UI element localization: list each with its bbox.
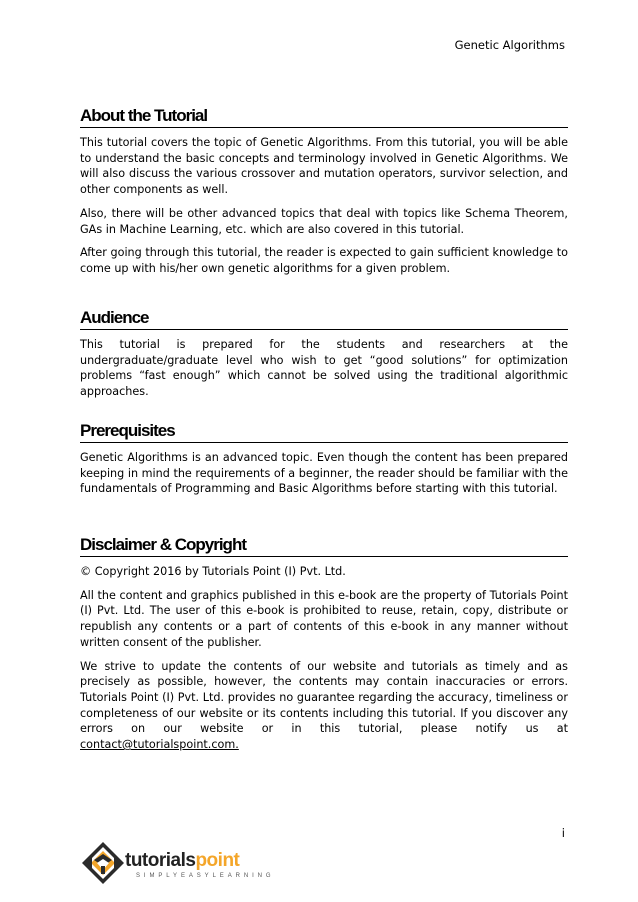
logo-emblem-icon [80,840,126,886]
paragraph: This tutorial covers the topic of Genetic Algorithms. From this tutorial, you will be able to understand the basic concepts and terminology involved in Genetic Algorithms. We will also discuss the various crossover and mutation operators, survivor selection, and other components as well. [80,136,568,197]
section-heading-prerequisites: Prerequisites [80,421,568,443]
paragraph: After going through this tutorial, the reader is expected to gain sufficient knowledge to come up with his/her own genetic algorithms for a given problem. [80,246,568,275]
logo-wordmark-part1: tutorials [125,850,196,871]
section-prerequisites [80,421,568,497]
paragraph: Also, there will be other advanced topics that deal with topics like Schema Theorem, GAs in Machine Learning, etc. which are also covered in this tutorial. [80,206,568,236]
paragraph: Genetic Algorithms is an advanced topic. Even though the content has been prepared keeping in mind the requirements of a beginner, the reader should be familiar with the fundamentals of Programming and Basic Algorithms before starting with this tutorial. [80,451,568,496]
section-about-tutorial [80,106,568,277]
section-heading-disclaimer: Disclaimer & Copyright [80,535,568,557]
tutorialspoint-logo [80,840,275,886]
page-number: i [561,826,565,840]
logo-wordmark [125,851,239,871]
paragraph: All the content and graphics published in this e-book are the property of Tutorials Point (I) Pvt. Ltd. The user of this e-book is prohibited to reuse, retain, copy, distribute or republish any contents or a part of contents of this e-book in any manner without written consent of the publisher. [80,588,568,649]
contact-email-link[interactable]: contact@tutorialspoint.com. [80,738,239,752]
paragraph [80,659,568,753]
running-header: Genetic Algorithms [454,38,565,52]
section-disclaimer-copyright [80,535,568,753]
paragraph-text: We strive to update the contents of our website and tutorials as timely and as precisely as possible, however, the contents may contain inaccuracies or errors. Tutorials Point (I) Pvt. Ltd. provides no guarantee regarding the accuracy, timeliness or completeness of our website or its contents including this tutorial. If you discover any errors on our website or in this tutorial, please notify us at [80,659,568,736]
logo-tagline: SIMPLYEASYLEARNING [136,873,275,879]
logo-wordmark-part2: point [195,850,240,871]
paragraph: This tutorial is prepared for the students and researchers at the undergraduate/graduate level who wish to get “good solutions” for optimization problems “fast enough” which cannot be solved using the traditional algorithmic approaches. [80,338,568,399]
section-heading-audience: Audience [80,308,568,330]
section-audience [80,308,568,400]
section-heading-about: About the Tutorial [80,106,568,128]
copyright-line: © Copyright 2016 by Tutorials Point (I) Pvt. Ltd. [80,565,346,578]
